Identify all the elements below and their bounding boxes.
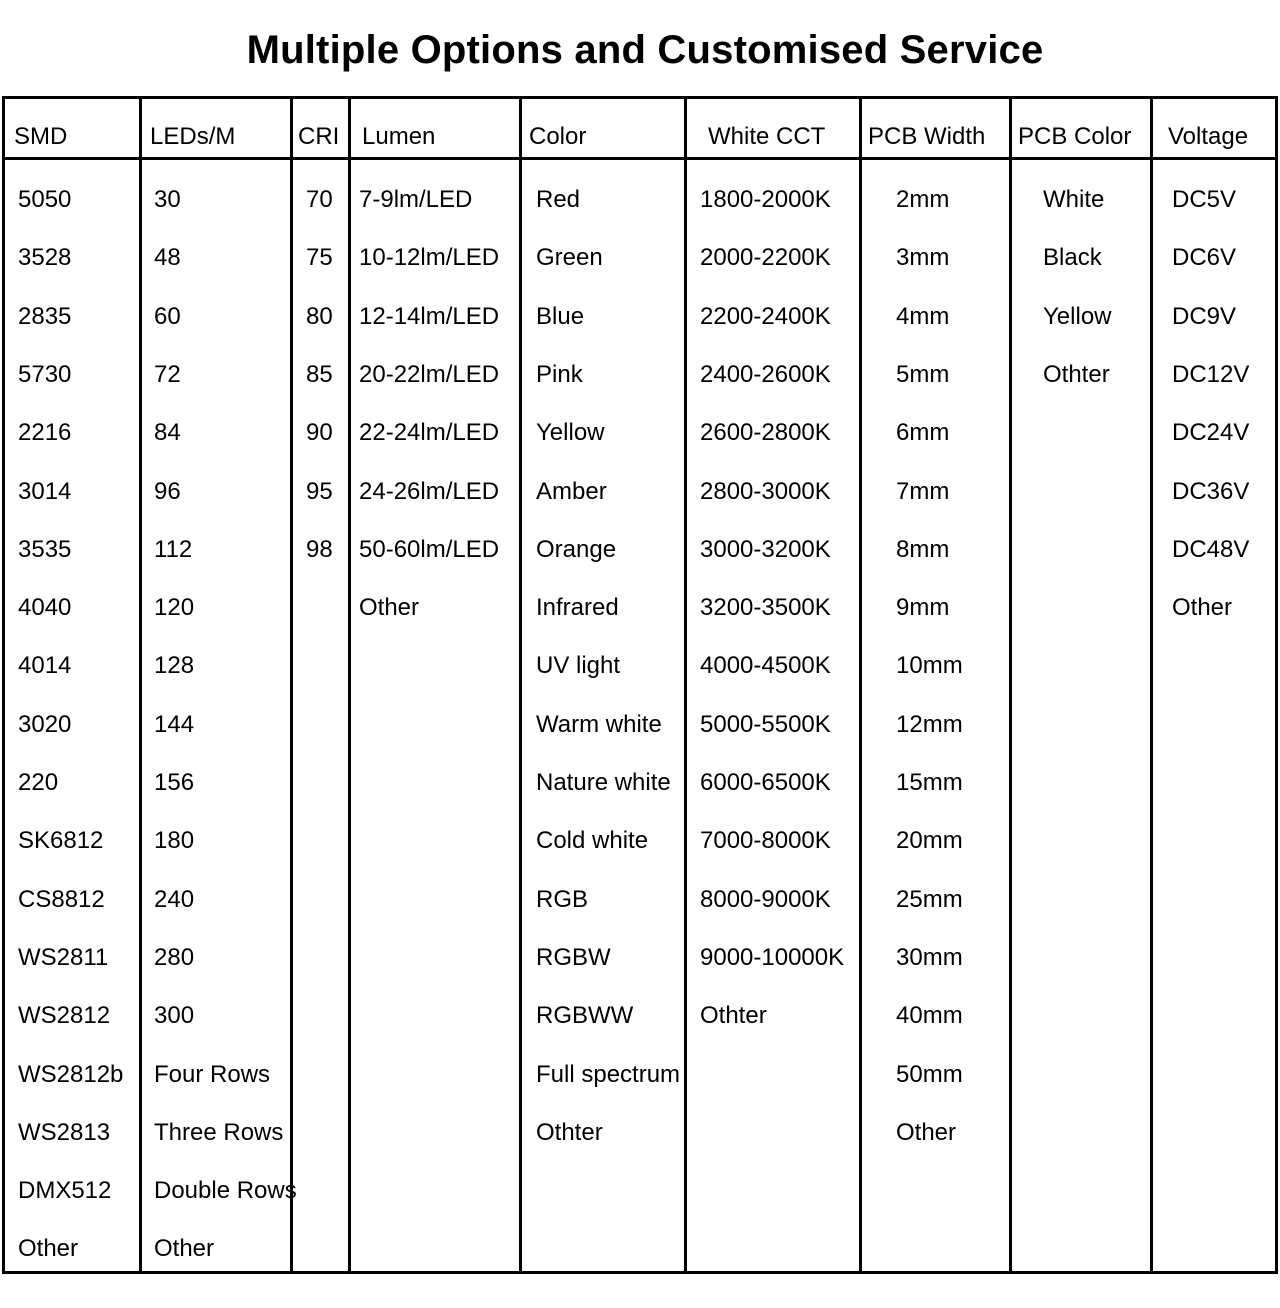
cell-pcb-width: 9mm <box>896 594 950 622</box>
cell-leds-per-m: 120 <box>154 594 195 622</box>
cell-color: Othter <box>536 1118 603 1146</box>
cell-color: Yellow <box>536 419 605 447</box>
cell-leds-per-m: 180 <box>154 827 195 855</box>
cell-voltage: DC48V <box>1172 535 1250 563</box>
cell-color: UV light <box>536 652 621 680</box>
column-header-leds-per-m: LEDs/M <box>150 123 236 150</box>
cell-cri: 98 <box>306 535 333 563</box>
cell-color: Green <box>536 244 603 272</box>
page-title: Multiple Options and Customised Service <box>246 28 1044 72</box>
cell-white-cct: 6000-6500K <box>700 769 831 796</box>
cell-white-cct: 2800-3000K <box>700 477 831 505</box>
cell-pcb-width: 20mm <box>896 827 963 855</box>
cell-voltage: DC12V <box>1172 360 1250 388</box>
cell-leds-per-m: 60 <box>154 302 181 330</box>
cell-pcb-width: 30mm <box>896 943 963 971</box>
cell-smd: 5050 <box>18 186 72 213</box>
cell-leds-per-m: 72 <box>154 360 181 388</box>
cell-smd: WS2813 <box>18 1118 111 1146</box>
cell-smd: WS2812b <box>18 1060 124 1088</box>
cell-smd: Other <box>18 1235 79 1263</box>
cell-white-cct: 3200-3500K <box>700 594 831 622</box>
column-divider <box>1009 96 1012 1274</box>
cell-lumen: 50-60lm/LED <box>359 535 500 563</box>
cell-smd: DMX512 <box>18 1177 112 1205</box>
cell-smd: 4040 <box>18 594 72 622</box>
cell-cri: 95 <box>306 477 333 505</box>
cell-leds-per-m: Double Rows <box>154 1177 297 1205</box>
cell-smd: 2216 <box>18 419 72 447</box>
cell-smd: 3535 <box>18 535 72 563</box>
cell-pcb-width: 5mm <box>896 360 950 388</box>
column-divider <box>859 96 862 1274</box>
cell-white-cct: 9000-10000K <box>700 943 845 971</box>
cell-smd: SK6812 <box>18 827 104 855</box>
cell-color: Cold white <box>536 827 649 855</box>
cell-color: Amber <box>536 477 607 505</box>
cell-leds-per-m: 300 <box>154 1002 195 1030</box>
column-header-color: Color <box>529 123 587 150</box>
cell-pcb-width: 4mm <box>896 302 950 330</box>
cell-lumen: 7-9lm/LED <box>359 186 473 213</box>
cell-white-cct: 3000-3200K <box>700 535 831 563</box>
cell-smd: 3014 <box>18 477 72 505</box>
cell-pcb-width: 8mm <box>896 535 950 563</box>
cell-smd: 220 <box>18 769 59 796</box>
cell-white-cct: 8000-9000K <box>700 885 831 913</box>
cell-pcb-width: 40mm <box>896 1002 963 1030</box>
cell-lumen: 22-24lm/LED <box>359 419 500 447</box>
cell-pcb-color: Black <box>1043 244 1102 272</box>
cell-leds-per-m: Four Rows <box>154 1060 271 1088</box>
cell-voltage: Other <box>1172 594 1233 622</box>
cell-voltage: DC6V <box>1172 244 1237 272</box>
cell-lumen: 20-22lm/LED <box>359 360 500 388</box>
cell-white-cct: 2400-2600K <box>700 360 831 388</box>
cell-leds-per-m: 156 <box>154 769 195 796</box>
cell-cri: 90 <box>306 419 333 447</box>
cell-leds-per-m: 128 <box>154 652 195 680</box>
cell-leds-per-m: 84 <box>154 419 181 447</box>
cell-pcb-width: 15mm <box>896 769 963 796</box>
cell-pcb-width: 25mm <box>896 885 963 913</box>
cell-white-cct: 2000-2200K <box>700 244 831 272</box>
cell-color: RGBW <box>536 943 611 971</box>
cell-pcb-width: 10mm <box>896 652 963 680</box>
cell-pcb-width: 12mm <box>896 710 963 738</box>
column-header-cri: CRI <box>298 123 340 150</box>
cell-leds-per-m: Other <box>154 1235 215 1263</box>
cell-color: Pink <box>536 360 583 388</box>
cell-cri: 85 <box>306 360 333 388</box>
cell-color: Orange <box>536 535 617 563</box>
header-divider <box>2 157 1278 160</box>
column-header-pcb-width: PCB Width <box>868 123 986 150</box>
column-divider <box>1150 96 1153 1274</box>
column-header-lumen: Lumen <box>362 123 436 150</box>
cell-pcb-width: 6mm <box>896 419 950 447</box>
column-header-smd: SMD <box>14 123 68 150</box>
cell-white-cct: 2600-2800K <box>700 419 831 447</box>
column-header-white-cct: White CCT <box>708 123 826 150</box>
cell-voltage: DC24V <box>1172 419 1250 447</box>
cell-voltage: DC36V <box>1172 477 1250 505</box>
cell-color: Nature white <box>536 769 671 796</box>
cell-pcb-width: 50mm <box>896 1060 963 1088</box>
cell-color: Infrared <box>536 594 619 622</box>
cell-cri: 75 <box>306 244 333 272</box>
cell-pcb-width: 7mm <box>896 477 950 505</box>
cell-leds-per-m: 112 <box>154 535 193 563</box>
cell-leds-per-m: 30 <box>154 186 181 213</box>
cell-cri: 70 <box>306 186 333 213</box>
cell-pcb-color: Yellow <box>1043 302 1112 330</box>
cell-white-cct: Othter <box>700 1002 767 1030</box>
cell-color: Warm white <box>536 710 662 738</box>
cell-color: Blue <box>536 302 585 330</box>
cell-leds-per-m: Three Rows <box>154 1118 284 1146</box>
cell-voltage: DC9V <box>1172 302 1237 330</box>
cell-pcb-color: White <box>1043 186 1105 213</box>
cell-smd: CS8812 <box>18 885 105 913</box>
cell-smd: 4014 <box>18 652 72 680</box>
cell-smd: 2835 <box>18 302 72 330</box>
cell-lumen: 12-14lm/LED <box>359 302 500 330</box>
cell-smd: WS2811 <box>18 943 109 971</box>
column-header-pcb-color: PCB Color <box>1018 123 1132 150</box>
cell-color: RGBWW <box>536 1002 634 1030</box>
column-divider <box>684 96 687 1274</box>
cell-smd: 5730 <box>18 360 72 388</box>
cell-leds-per-m: 48 <box>154 244 181 272</box>
cell-white-cct: 7000-8000K <box>700 827 831 855</box>
cell-white-cct: 4000-4500K <box>700 652 831 680</box>
cell-leds-per-m: 144 <box>154 710 195 738</box>
column-divider <box>139 96 142 1274</box>
cell-lumen: 10-12lm/LED <box>359 244 500 272</box>
cell-pcb-width: Other <box>896 1118 957 1146</box>
cell-white-cct: 2200-2400K <box>700 302 831 330</box>
column-divider <box>348 96 351 1274</box>
cell-smd: 3528 <box>18 244 72 272</box>
cell-smd: WS2812 <box>18 1002 111 1030</box>
cell-white-cct: 5000-5500K <box>700 710 831 738</box>
cell-lumen: 24-26lm/LED <box>359 477 500 505</box>
options-table <box>2 96 1278 1274</box>
cell-color: Red <box>536 186 581 213</box>
cell-color: RGB <box>536 885 589 913</box>
cell-leds-per-m: 96 <box>154 477 181 505</box>
cell-pcb-color: Othter <box>1043 360 1110 388</box>
cell-lumen: Other <box>359 594 420 622</box>
cell-pcb-width: 3mm <box>896 244 950 272</box>
column-header-voltage: Voltage <box>1168 123 1249 150</box>
column-divider <box>290 96 293 1274</box>
cell-leds-per-m: 240 <box>154 885 195 913</box>
cell-pcb-width: 2mm <box>896 186 950 213</box>
cell-smd: 3020 <box>18 710 72 738</box>
cell-white-cct: 1800-2000K <box>700 186 831 213</box>
column-divider <box>519 96 522 1274</box>
cell-voltage: DC5V <box>1172 186 1237 213</box>
cell-color: Full spectrum <box>536 1060 681 1088</box>
cell-cri: 80 <box>306 302 333 330</box>
cell-leds-per-m: 280 <box>154 943 195 971</box>
